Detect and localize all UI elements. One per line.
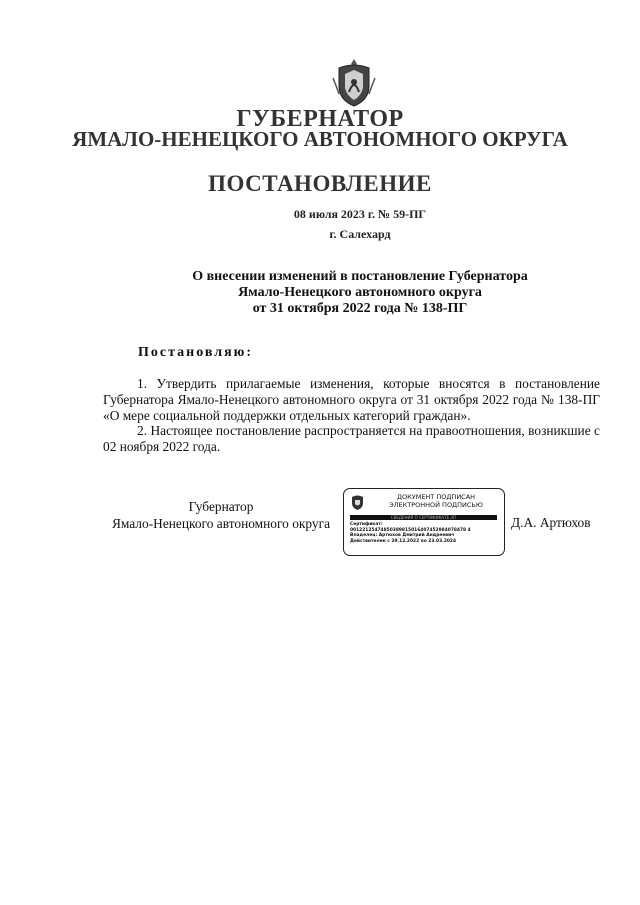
header-governor: ГУБЕРНАТОР [236, 106, 404, 132]
stamp-certificate-bar [350, 515, 497, 520]
document-city: г. Салехард [329, 227, 391, 241]
title-line-3: от 31 октября 2022 года № 138-ПГ [252, 301, 468, 316]
stamp-cert-label: Сертификат: [350, 522, 383, 527]
decree-word: Постановляю: [138, 345, 254, 360]
stamp-title-line-2: ЭЛЕКТРОННОЙ ПОДПИСЬЮ [389, 501, 483, 509]
document-type: ПОСТАНОВЛЕНИЕ [208, 171, 432, 196]
stamp-title [370, 493, 502, 509]
stamp-certificate-details [350, 522, 500, 544]
paragraph-2-text: 2. Настоящее постановление распространяется на правоотношения, возникшие с 02 ноября 2022 года. [103, 423, 600, 454]
stamp-cert-value: 00122125474850389815016407452984078478 4 [350, 527, 471, 533]
header-region: ЯМАЛО-НЕНЕЦКОГО АВТОНОМНОГО ОКРУГА [72, 127, 568, 151]
stamp-validity: Действителен с 29.12.2022 по 23.03.2024 [350, 538, 457, 544]
paragraph-1-text: 1. Утвердить прилагаемые изменения, которые вносятся в постановление Губернатора Ямало-Ненецкого автономного округа от 31 октября 2022 года № 138-ПГ «О мере социальной поддержки отдельных категорий граждан». [103, 376, 600, 423]
document-title [90, 269, 630, 317]
electronic-signature-stamp [343, 488, 505, 556]
stamp-owner: Владелец: Артюхов Дмитрий Андреевич [350, 533, 455, 539]
title-line-1: О внесении изменений в постановление Губернатора [192, 269, 528, 284]
title-line-2: Ямало-Ненецкого автономного округа [238, 285, 482, 300]
emblem-icon [350, 494, 365, 511]
signatory-position-line-2: Ямало-Ненецкого автономного округа [111, 516, 331, 531]
coat-of-arms-emblem [331, 58, 377, 108]
stamp-bar-text: СВЕДЕНИЯ О СЕРТИФИКАТЕ ЭП [390, 515, 457, 520]
paragraph-1 [103, 376, 600, 424]
paragraph-2 [103, 423, 600, 455]
stamp-title-line-1: ДОКУМЕНТ ПОДПИСАН [396, 493, 476, 501]
signatory-position [103, 498, 339, 532]
signatory-position-line-1: Губернатор [188, 499, 254, 514]
signatory-name: Д.А. Артюхов [511, 515, 591, 530]
document-date-number: 08 июля 2023 г. № 59-ПГ [293, 207, 427, 221]
